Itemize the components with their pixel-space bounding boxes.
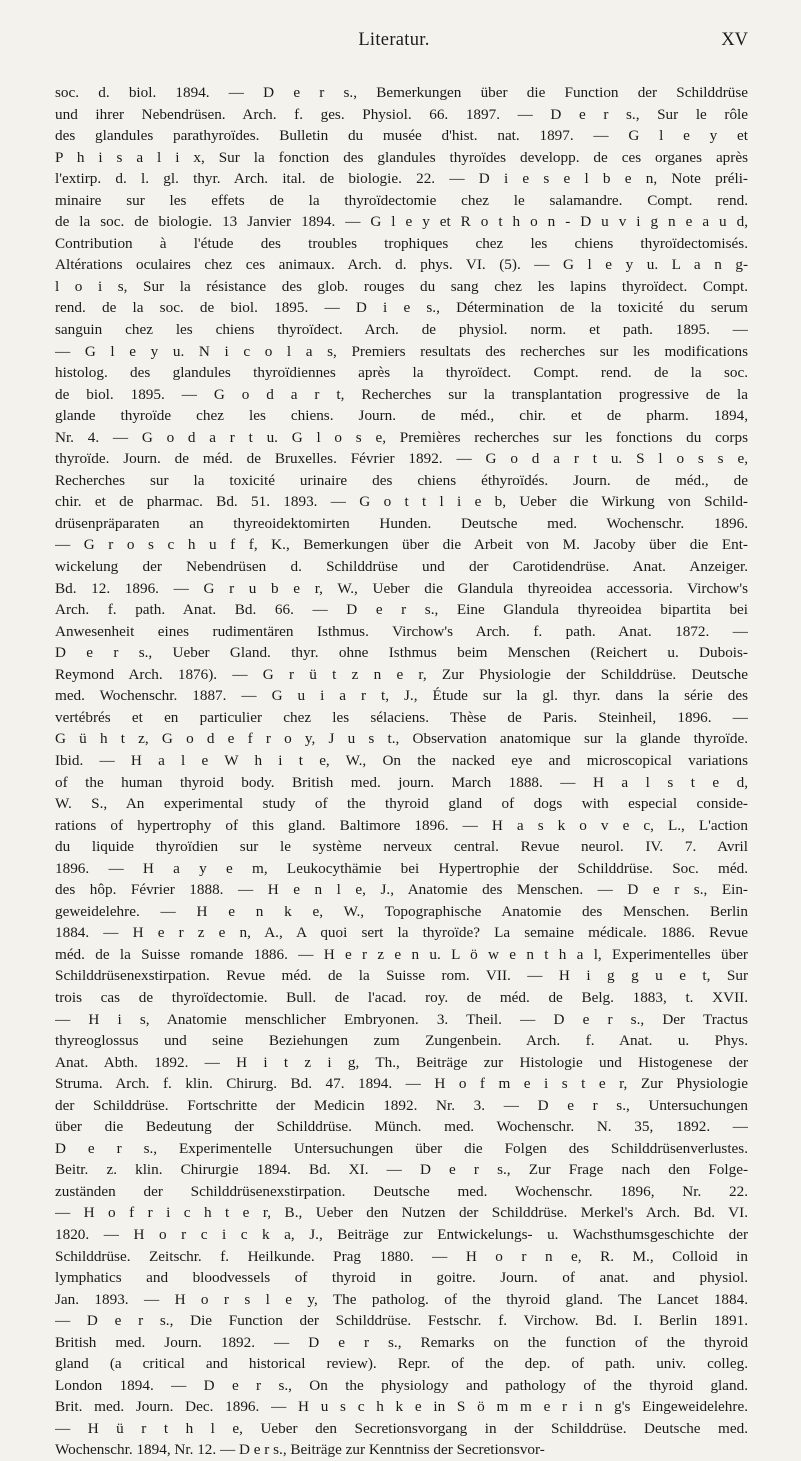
text-line: des glandules parathyroïdes. Bulletin du musée d'hist. nat. 1897. — G l e y et — [55, 127, 748, 145]
text-line: — G r o s c h u f f, K., Bemerkungen über die Arbeit von M. Jacoby über die Ent- — [55, 536, 748, 554]
text-line: Brit. med. Journ. Dec. 1896. — H u s c h k e in S ö m m e r i n g's Eingeweidelehre. — [55, 1398, 748, 1416]
text-line: 1896. — H a y e m, Leukocythämie bei Hypertrophie der Schilddrüse. Soc. méd. — [55, 859, 748, 877]
text-line: — H ü r t h l e, Ueber den Secretionsvorgang in der Schilddrüse. Deutsche med. — [55, 1419, 748, 1437]
text-line: 1884. — H e r z e n, A., A quoi sert la thyroïde? La semaine médicale. 1886. Revue — [55, 924, 748, 942]
page-number: XV — [721, 30, 748, 50]
text-line: l o i s, Sur la résistance des glob. rouges du sang chez les lapins thyroïdect. Compt. — [55, 277, 748, 295]
text-line: Wochenschr. 1894, Nr. 12. — D e r s., Beiträge zur Kenntniss der Secretionsvor- — [55, 1441, 545, 1459]
text-line: soc. d. biol. 1894. — D e r s., Bemerkungen über die Function der Schilddrüse — [55, 84, 748, 101]
text-line: Bd. 12. 1896. — G r u b e r, W., Ueber die Glandula thyreoidea accessoria. Virchow's — [55, 579, 748, 597]
text-line: glande thyroïde chez les chiens. Journ. de méd., chir. et de pharm. 1894, — [55, 407, 748, 425]
text-line: über die Bedeutung der Schilddrüse. Münch. med. Wochenschr. N. 35, 1892. — — [55, 1118, 748, 1136]
text-line: lymphatics and bloodvessels of thyroid in goitre. Journ. of anat. and physiol. — [55, 1269, 748, 1287]
text-line: G ü h t z, G o d e f r o y, J u s t., Observation anatomique sur la glande thyroïde. — [55, 730, 748, 748]
text-line: des hôp. Février 1888. — H e n l e, J., Anatomie des Menschen. — D e r s., Ein- — [55, 881, 748, 899]
text-line: rations of hypertrophy of this gland. Baltimore 1896. — H a s k o v e c, L., L'action — [55, 816, 748, 834]
page-header — [40, 30, 748, 54]
text-line: minaire sur les effets de la thyroïdectomie chez le salamandre. Compt. rend. — [55, 191, 748, 209]
text-line: of the human thyroid body. British med. journ. March 1888. — H a l s t e d, — [55, 773, 748, 791]
text-line: — H i s, Anatomie menschlicher Embryonen. 3. Theil. — D e r s., Der Tractus — [55, 1010, 748, 1028]
bibliography-text — [55, 82, 748, 1461]
text-line: — G l e y u. N i c o l a s, Premiers resultats des recherches sur les modifications — [55, 342, 748, 360]
text-line: Altérations oculaires chez ces animaux. Arch. d. phys. VI. (5). — G l e y u. L a n g- — [55, 256, 748, 274]
text-line: med. Wochenschr. 1887. — G u i a r t, J., Étude sur la gl. thyr. dans la série des — [55, 687, 748, 705]
text-line: der Schilddrüse. Fortschritte der Medicin 1892. Nr. 3. — D e r s., Untersuchungen — [55, 1096, 748, 1114]
text-line: D e r s., Ueber Gland. thyr. ohne Isthmus beim Menschen (Reichert u. Dubois- — [55, 644, 748, 662]
text-line: Anat. Abth. 1892. — H i t z i g, Th., Beiträge zur Histologie und Histogenese der — [55, 1053, 748, 1071]
text-line: trois cas de thyroïdectomie. Bull. de l'acad. roy. de méd. de Belg. 1883, t. XVII. — [55, 988, 748, 1006]
text-line: zuständen der Schilddrüsenexstirpation. Deutsche med. Wochenschr. 1896, Nr. 22. — [55, 1182, 748, 1200]
text-line: thyreoglossus und seine Beziehungen zum Zungenbein. Arch. f. Anat. u. Phys. — [55, 1032, 748, 1050]
text-line: vertébrés et en particulier chez les sélaciens. Thèse de Paris. Steinheil, 1896. — — [55, 708, 748, 726]
text-line: Contribution à l'étude des troubles trophiques chez les chiens thyroïdectomisés. — [55, 234, 748, 252]
text-line: Beitr. z. klin. Chirurgie 1894. Bd. XI. — D e r s., Zur Frage nach den Folge- — [55, 1161, 748, 1179]
text-line: chir. et de pharmac. Bd. 51. 1893. — G o t t l i e b, Ueber die Wirkung von Schild- — [55, 493, 748, 511]
text-line: Jan. 1893. — H o r s l e y, The patholog. of the thyroid gland. The Lancet 1884. — [55, 1290, 748, 1308]
text-line: wickelung der Nebendrüsen d. Schilddrüse und der Carotidendrüse. Anat. Anzeiger. — [55, 558, 748, 576]
text-line: de la soc. de biologie. 13 Janvier 1894. — G l e y et R o t h o n - D u v i g n e a u d, — [55, 213, 748, 231]
text-line: l'extirp. d. l. gl. thyr. Arch. ital. de biologie. 22. — D i e s e l b e n, Note préli- — [55, 170, 748, 188]
text-line: London 1894. — D e r s., On the physiology and pathology of the thyroid gland. — [55, 1376, 748, 1394]
text-line: Anwesenheit eines rudimentären Isthmus. Virchow's Arch. f. path. Anat. 1872. — — [55, 622, 748, 640]
text-line: Ibid. — H a l e W h i t e, W., On the nacked eye and microscopical variations — [55, 751, 748, 769]
text-line: Schilddrüsenexstirpation. Revue méd. de la Suisse rom. VII. — H i g g u e t, Sur — [55, 967, 748, 985]
text-line: gland (a critical and historical review). Repr. of the dep. of path. univ. colleg. — [55, 1355, 748, 1373]
text-line: und ihrer Nebendrüsen. Arch. f. ges. Physiol. 66. 1897. — D e r s., Sur le rôle — [55, 105, 748, 123]
text-line: W. S., An experimental study of the thyroid gland of dogs with especial conside- — [55, 795, 748, 813]
text-line: Recherches sur la toxicité urinaire des chiens éthyroïdés. Journ. de méd., de — [55, 471, 748, 489]
text-line: Reymond Arch. 1876). — G r ü t z n e r, Zur Physiologie der Schilddrüse. Deutsche — [55, 665, 748, 683]
text-line: méd. de la Suisse romande 1886. — H e r z e n u. L ö w e n t h a l, Experimentelles über — [55, 945, 748, 963]
text-line: Arch. f. path. Anat. Bd. 66. — D e r s., Eine Glandula thyreoidea bipartita bei — [55, 601, 748, 619]
text-line: thyroïde. Journ. de méd. de Bruxelles. Février 1892. — G o d a r t u. S l o s s e, — [55, 450, 748, 468]
text-line: rend. de la soc. de biol. 1895. — D i e s., Détermination de la toxicité du serum — [55, 299, 748, 317]
text-line: sanguin chez les chiens thyroïdect. Arch. de physiol. norm. et path. 1895. — — [55, 321, 748, 339]
text-line: histolog. des glandules thyroïdiennes après la thyroïdect. Compt. rend. de la soc. — [55, 364, 748, 382]
text-line: 1820. — H o r c i c k a, J., Beiträge zur Entwickelungs- u. Wachsthumsgeschichte der — [55, 1225, 748, 1243]
text-line: P h i s a l i x, Sur la fonction des glandules thyroïdes developp. de ces organes après — [55, 148, 748, 166]
text-line: du liquide thyroïdien sur le système nerveux central. Revue neurol. IV. 7. Avril — [55, 838, 748, 856]
text-line: Nr. 4. — G o d a r t u. G l o s e, Premières recherches sur les fonctions du corps — [55, 428, 748, 446]
text-line: D e r s., Experimentelle Untersuchungen über die Folgen des Schilddrüsenverlustes. — [55, 1139, 748, 1157]
text-line: — D e r s., Die Function der Schilddrüse. Festschr. f. Virchow. Bd. I. Berlin 1891. — [55, 1312, 748, 1330]
text-line: — H o f r i c h t e r, B., Ueber den Nutzen der Schilddrüse. Merkel's Arch. Bd. VI. — [55, 1204, 748, 1222]
text-line: British med. Journ. 1892. — D e r s., Remarks on the function of the thyroid — [55, 1333, 748, 1351]
text-line: de biol. 1895. — G o d a r t, Recherches sur la transplantation progressive de la — [55, 385, 748, 403]
text-line: drüsenpräparaten an thyreoidektomirten Hunden. Deutsche med. Wochenschr. 1896. — [55, 514, 748, 532]
text-line: Schilddrüse. Zeitschr. f. Heilkunde. Prag 1880. — H o r n e, R. M., Colloid in — [55, 1247, 748, 1265]
text-line: geweidelehre. — H e n k e, W., Topographische Anatomie des Menschen. Berlin — [55, 902, 748, 920]
running-title: Literatur. — [358, 30, 430, 50]
text-line: Struma. Arch. f. klin. Chirurg. Bd. 47. 1894. — H o f m e i s t e r, Zur Physiologie — [55, 1075, 748, 1093]
